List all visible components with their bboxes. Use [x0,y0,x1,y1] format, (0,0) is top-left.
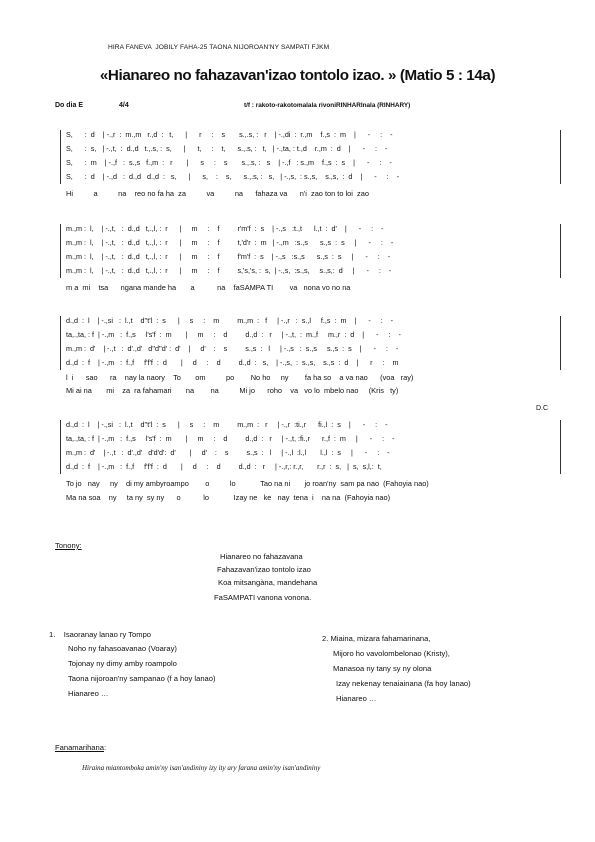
staff-line-alto: ta,.,ta, : f | -.,m : f.,s l's'f : m | m : d d.,d : r | -.,t, : m.,f m.,r : d | - : - [66,330,401,339]
da-capo-mark: D.C [536,405,549,412]
notes-heading [55,743,106,752]
verse-1-line: Tojonay ny dimy amby roampolo [68,659,177,668]
staff-line-tenor: m.,m : d' | -.,t : d'.,d' d'd'd': d' | d' : s s.,s : l | -.,l :l.,l l.,l : s | - : - [66,448,390,457]
verse-1-line: 1. Isaoranay lanao ry Tompo [49,630,152,639]
lyric-line: l i sao ra nay la naory To om po No ho ny fa ha so a va nao (voa ray) [66,373,414,382]
staff-line-tenor: m.,m : l, | -.,t, : d.,d t,.,l, : r | m : f f'm'f : s | -.,s :s.,s s.,s : s | - : - [66,252,391,261]
staff-system-2 [48,222,570,302]
notes-text: Hiraina miantomboka amin'ny isan'andininy izy ity ary farana amin'ny isan'andininy [82,764,321,772]
staff-line-soprano: m.,m : l, | -.,t, : d.,d t,.,l, : r | m : f r'm'f : s | -.,s :t.,t l.,t : d' | - : - [66,224,384,233]
staff-line-bass: m.,m : l, | -.,t, : d.,d t,.,l, : r | m : f s,'s,'s, : s, | -.,s, :s.,s, s.,s,: d | - : - [66,266,392,275]
chorus-line: FaSAMPATI vanona vonona. [214,593,312,602]
lyric-line: Ma na soa ny ta ny sy ny o lo Izay ne ke nay tena i na na (Fahoyia nao) [66,493,391,502]
staff-line-alto: ta,.,ta, : f | -.,m : f.,s l's'f : m | m : d d.,d : r | -.,t, :fi.,r r.,f : m | - : - [66,434,395,443]
page-header: HIRA FANEVA JOBILY FAHA-25 TAONA NIJOROAN'NY SAMPATI FJKM [108,44,330,51]
verse-2-line: Manasoa ny tany sy ny olona [333,664,432,673]
notes-heading-colon: : [103,743,107,752]
time-signature: 4/4 [119,102,129,109]
staff-line-soprano: d.,d : l | -.,si : l.,t d''t'l : s | s : m m.,m : r | -.,r :ti.,r fi.,l : s | - : - [66,420,388,429]
verse-1-line: Noho ny fahasoavanao (Voaray) [68,644,177,653]
staff-line-bass: S, : d | -.,d : d.,d d.,d : s, | s, : s, s.,.s, : s, | -.,s, : s.,s, s.,s, : d | - : - [66,172,399,181]
lyric-line: To jo nay ny di my ambyroampo o lo Tao na ni jo roan'ny sam pa nao (Fahoyia nao) [66,479,429,488]
staff-line-bass: d.,d : f | -.,m : f.,f f'f'f : d | d : d d.,d : r | -.,r,: r.,r, r.,r : s, | s, s,l,: t, [66,462,382,471]
lyric-line: Mi ai na mi za ra fahamari na na Mi jo roho va vo lo mbelo nao (Kris ty) [66,386,399,395]
staff-system-3 [48,314,570,406]
staff-line-bass: d.,d : f | -.,m : f.,f f'f'f : d | d : d d.,d : s, | -.,s, : s.,s, s.,s : d | r : m [66,358,399,367]
key-signature: Do dia E [55,102,84,109]
chorus-heading: Tonony: [55,541,82,550]
verse-2-line: Izay nekenay tenaiainana (fa hoy lanao) [336,679,471,688]
staff-line-tenor: m.,m : d' | -.,t : d'.,d' d''d''d' : d' | d' : s s.,s : l | -.,s : s.,s s.,s : s | - : - [66,344,399,353]
lyric-line: m a mi tsa ngana mande ha a na faSAMPA TI va nona vo no na [66,283,351,292]
notes-heading-text: Fanamarihana [55,743,104,752]
verse-1-line: Taona nijoroan'ny sampanao (f a hoy lanao) [68,674,216,683]
staff-system-4 [48,418,570,510]
staff-system-1 [48,128,570,208]
page-title: «Hianareo no fahazavan'izao tontolo izao. » (Matio 5 : 14a) [99,67,496,84]
lyric-line: Hi a na reo no fa ha za va na fahaza va n'i zao ton to loi zao [66,189,369,198]
staff-line-alto: m.,m : l, | -.,t, : d.,d t,.,l, : r | m : f t,'d'r : m | -.,m :s.,s s.,s : s | - : - [66,238,394,247]
chorus-line: Hianareo no fahazavana [220,552,303,561]
staff-line-tenor: S, : m | -.,f : s.,s f.,m : r | s : s s.,.s, : s | -.,f : s.,m f.,s : s | - : - [66,158,392,167]
staff-line-alto: S, : s, | -.,t, : d.,d t.,.s, : s, | t, : t, s.,.s, : t, | -.,ta, : t.,d r.,m : d | - : - [66,144,388,153]
verse-2-line: Mijoro ho vavolombelonao (Kristy), [333,649,450,658]
composer-credit: t/f : rakoto-rakotomalala rivoniRINHARInala (RINHARY) [244,102,411,109]
chorus-line: Koa mitsangàna, mandehana [218,578,318,587]
verse-1-line: Hianareo … [68,689,109,698]
verse-2-line: 2. Miaina, mizara fahamarinana, [322,634,431,643]
staff-line-soprano: S, : d | -.,r : m.,m r.,d : t, | r : s s.,.s, : r | -.,di : r.,m f.,s : m | - : - [66,130,393,139]
verse-2-line: Hianareo … [336,694,377,703]
staff-line-soprano: d.,d : l | -.,si : l.,t d''t'l : s | s : m m.,m : f | -.,r : s.,l f.,s : m | - : - [66,316,394,325]
chorus-line: Fahazavan'izao tontolo izao [217,565,311,574]
